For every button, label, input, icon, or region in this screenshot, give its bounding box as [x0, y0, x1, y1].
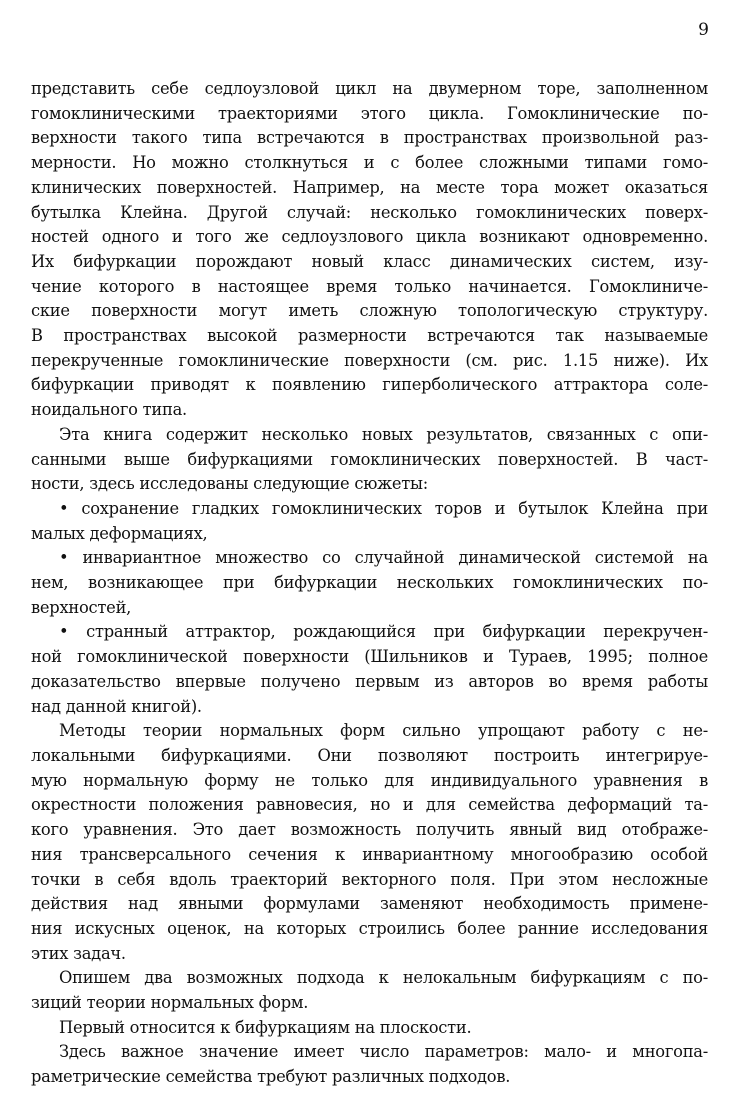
text-line: • странный аттрактор, рождающийся при бифуркации перекручен- — [59, 622, 708, 642]
text-line: раметрические семейства требуют различных подходов. — [31, 1067, 511, 1087]
body-text — [31, 77, 708, 1090]
text-line: мую нормальную форму не только для индивидуального уравнения в — [31, 770, 708, 790]
text-line: верхностей, — [31, 597, 132, 617]
text-line: кого уравнения. Это дает возможность получить явный вид отображе- — [31, 820, 708, 840]
text-line: зиций теории нормальных форм. — [31, 993, 309, 1013]
text-line: действия над явными формулами заменяют необходимость примене- — [31, 894, 708, 914]
text-line: Их бифуркации порождают новый класс динамических систем, изу- — [31, 251, 708, 271]
text-line: санными выше бифуркациями гомоклинических поверхностей. В част- — [31, 449, 708, 469]
text-line: точки в себя вдоль траекторий векторного поля. При этом несложные — [31, 869, 708, 889]
text-line: ностей одного и того же седлоузлового цикла возникают одновременно. — [31, 227, 708, 247]
text-line: верхности такого типа встречаются в пространствах произвольной раз- — [31, 128, 708, 148]
text-line: чение которого в настоящее время только начинается. Гомоклиниче- — [31, 276, 708, 296]
text-line: ности, здесь исследованы следующие сюжеты: — [31, 474, 428, 494]
text-line: нем, возникающее при бифуркации нескольких гомоклинических по- — [31, 573, 708, 593]
text-line: этих задач. — [31, 943, 126, 963]
text-line: ноидального типа. — [31, 400, 187, 420]
text-line: ские поверхности могут иметь сложную топологическую структуру. — [31, 301, 708, 321]
text-line: ной гомоклинической поверхности (Шильников и Тураев, 1995; полное — [31, 647, 708, 667]
text-line: Опишем два возможных подхода к нелокальным бифуркациям с по- — [59, 968, 708, 988]
text-line: представить себе седлоузловой цикл на двумерном торе, заполненном — [31, 79, 708, 98]
text-line: бутылка Клейна. Другой случай: несколько гомоклинических поверх- — [31, 202, 708, 222]
text-line: • сохранение гладких гомоклинических торов и бутылок Клейна при — [59, 498, 708, 518]
text-line: клинических поверхностей. Например, на месте тора может оказаться — [31, 177, 708, 197]
text-line: ния искусных оценок, на которых строились более ранние исследования — [31, 918, 708, 938]
text-line: мерности. Но можно столкнуться и с более сложными типами гомо- — [31, 153, 708, 173]
text-line: бифуркации приводят к появлению гиперболического аттрактора соле- — [31, 375, 708, 395]
text-line: Первый относится к бифуркациям на плоскости. — [59, 1017, 472, 1037]
text-line: Методы теории нормальных форм сильно упрощают работу с не- — [59, 721, 708, 741]
text-line: доказательство впервые получено первым из авторов во время работы — [31, 671, 708, 691]
text-line: над данной книгой). — [31, 696, 202, 716]
text-line: гомоклиническими траекториями этого цикла. Гомоклинические по- — [31, 103, 708, 123]
text-line: окрестности положения равновесия, но и для семейства деформаций та- — [31, 795, 708, 815]
text-line: Эта книга содержит несколько новых результатов, связанных с опи- — [59, 424, 708, 444]
text-line: • инвариантное множество со случайной динамической системой на — [59, 548, 708, 568]
text-line: В пространствах высокой размерности встречаются так называемые — [31, 326, 708, 346]
text-line: Здесь важное значение имеет число параметров: мало- и многопа- — [59, 1042, 708, 1062]
text-line: перекрученные гомоклинические поверхности (см. рис. 1.15 ниже). Их — [31, 350, 708, 370]
text-line: малых деформациях, — [31, 523, 208, 543]
text-line: локальными бифуркациями. Они позволяют построить интегрируе- — [31, 745, 708, 765]
text-line: ния трансверсального сечения к инвариантному многообразию особой — [31, 844, 708, 864]
page-number: 9 — [698, 20, 709, 40]
